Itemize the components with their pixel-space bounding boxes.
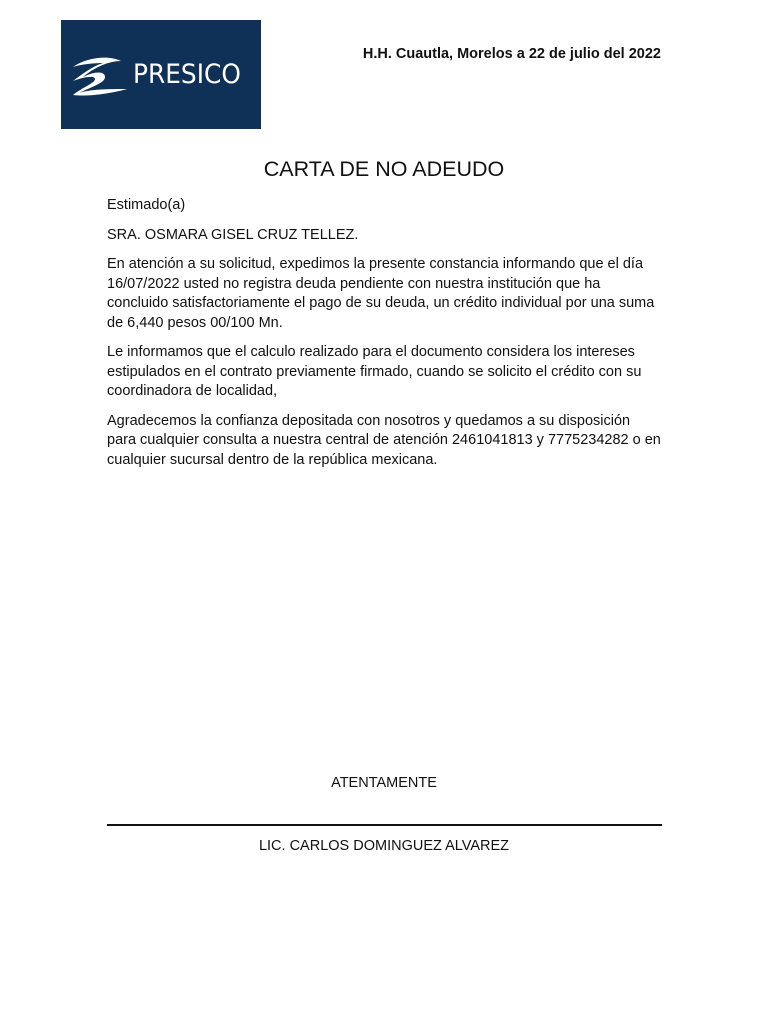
closing-text: ATENTAMENTE (331, 775, 437, 791)
letter-body (107, 196, 663, 480)
company-logo (61, 20, 261, 129)
body-paragraph: Le informamos que el calculo realizado para el documento considera los intereses estipulados en el contrato previamente firmado, cuando se solicito el crédito con su coordinadora de localidad, (107, 344, 642, 399)
signer-name: LIC. CARLOS DOMINGUEZ ALVAREZ (258, 838, 510, 854)
recipient-name: SRA. OSMARA GISEL CRUZ TELLEZ. (107, 226, 359, 243)
signature-line (107, 824, 662, 826)
greeting: Estimado(a) (107, 197, 186, 213)
logo-brand-text: PRESICO (133, 59, 241, 90)
place-date: H.H. Cuautla, Morelos a 22 de julio del 2022 (362, 46, 661, 62)
presico-wave-icon (69, 53, 131, 97)
letter-title: CARTA DE NO ADEUDO (263, 157, 505, 181)
body-paragraph: En atención a su solicitud, expedimos la presente constancia informando que el día 16/07/2022 usted no registra deuda pendiente con nuestra institución que ha concluido satisfactoriamente el pago de su deuda, un crédito individual por una suma de 6,440 pesos 00/100 Mn. (107, 256, 655, 331)
body-paragraph: Agradecemos la confianza depositada con nosotros y quedamos a su disposición para cualquier consulta a nuestra central de atención 2461041813 y 7775234282 o en cualquier sucursal dentro de la república mexicana. (107, 412, 661, 468)
